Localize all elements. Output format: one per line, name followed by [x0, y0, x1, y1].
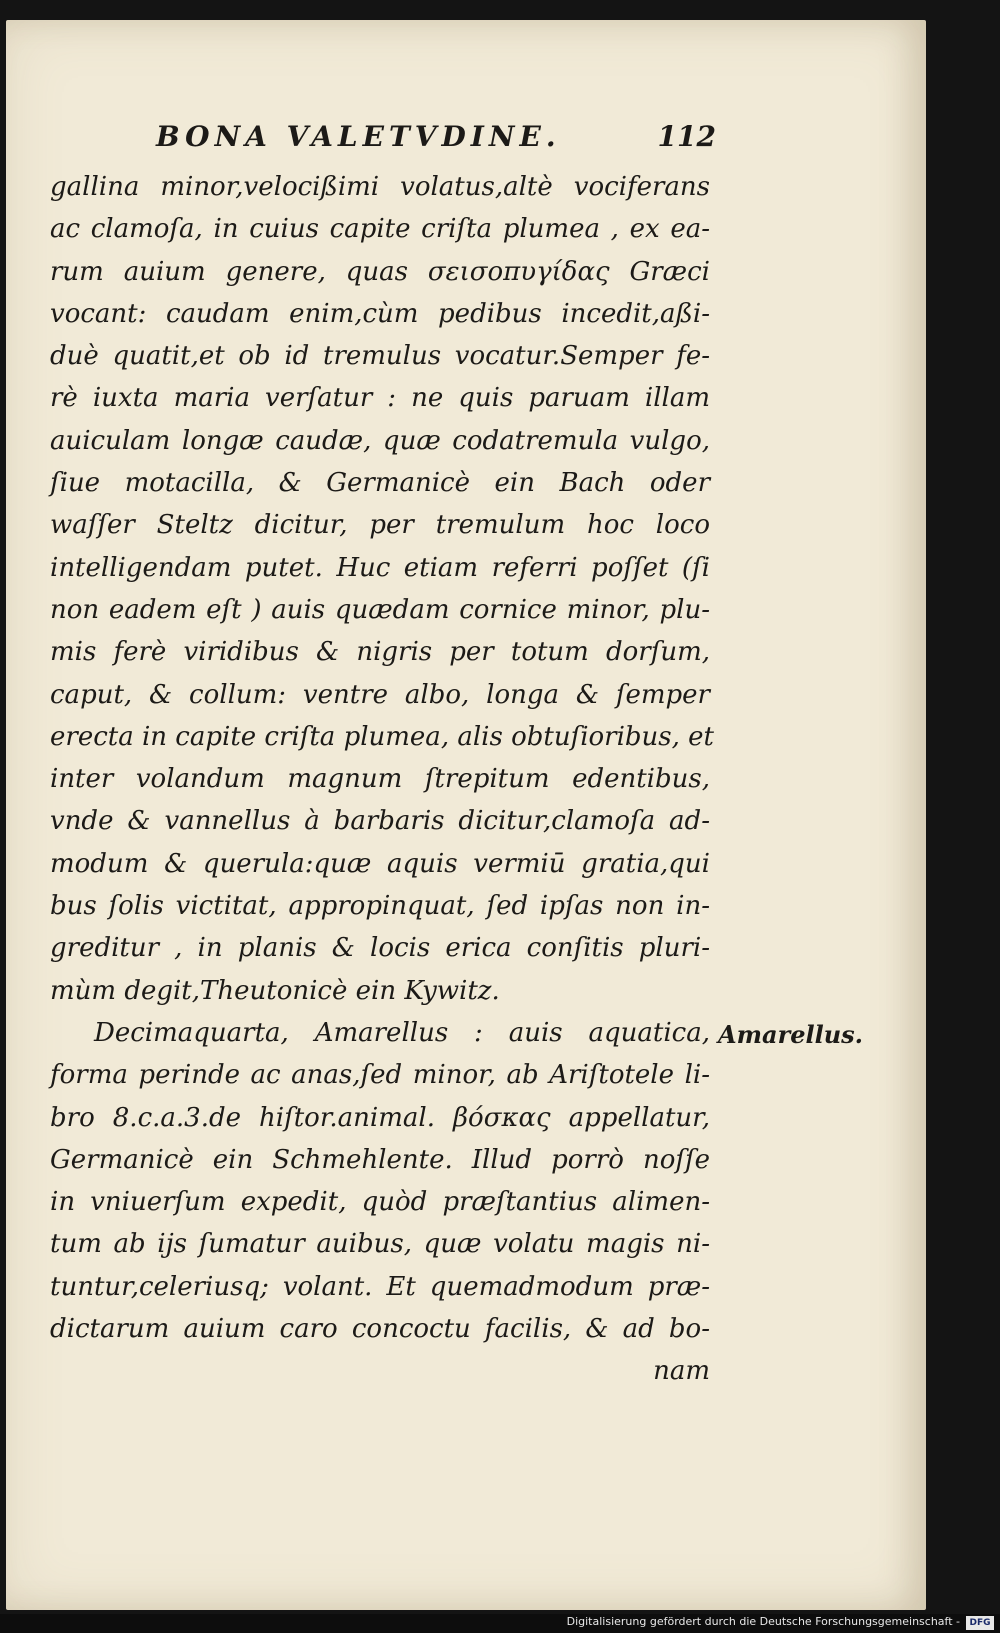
text-line: gallina minor,velocißimi volatus,altè vociferans	[50, 172, 710, 202]
text-line: caput, & collum: ventre albo, longa & ſemper	[50, 679, 710, 710]
text-line: ſiue motacilla, & Germanicè ein Bach oder	[50, 468, 710, 499]
text-line: duè quatit,et ob id tremulus vocatur.Semper fe-	[50, 341, 710, 372]
running-title: BONA VALETVDINE.	[156, 120, 561, 153]
catchword: nam	[653, 1356, 710, 1387]
text-line: mùm degit,Theutonicè ein Kywitz.	[50, 975, 500, 1006]
text-line: tum ab ijs ſumatur auibus, quæ volatu magis ni-	[50, 1229, 710, 1260]
text-line: rum auium genere, quas σεισοπυγίδας Græci	[50, 256, 710, 287]
text-line: rè iuxta maria verſatur : ne quis paruam illam	[50, 383, 710, 414]
margin-note: Amarellus.	[718, 1020, 864, 1049]
text-line: non eadem eſt ) auis quædam cornice minor, plu-	[50, 594, 710, 625]
funding-credit: Digitalisierung gefördert durch die Deutsche Forschungsgemeinschaft -	[566, 1615, 960, 1628]
footer-bar	[0, 1614, 1000, 1633]
text-line: bus ſolis victitat, appropinquat, ſed ipſas non in-	[50, 891, 710, 922]
text-line: bro 8.c.a.3.de hiſtor.animal. βόσκας appellatur,	[50, 1102, 710, 1133]
running-head	[156, 120, 716, 160]
text-line: forma perinde ac anas,ſed minor, ab Ariſtotele li-	[50, 1060, 710, 1091]
text-line: tuntur,celeriusq; volant. Et quemadmodum præ-	[50, 1271, 710, 1302]
text-line: Germanicè ein Schmehlente. Illud porrò noſſe	[50, 1144, 710, 1175]
text-line: vnde & vannellus à barbaris dicitur,clamoſa ad-	[50, 806, 710, 837]
text-line: modum & querula:quæ aquis vermiū gratia,qui	[50, 848, 710, 879]
text-line: greditur , in planis & locis erica conſitis pluri-	[50, 933, 710, 964]
text-line: intelligendam putet. Huc etiam referri poſſet (ſi	[50, 552, 710, 583]
text-line: erecta in capite criſta plumea, alis obtuſioribus, et	[50, 721, 715, 752]
dfg-logo-icon: DFG	[966, 1616, 994, 1630]
text-line: ac clamoſa, in cuius capite criſta plumea , ex ea-	[50, 214, 710, 245]
text-line: waſſer Steltz dicitur, per tremulum hoc loco	[50, 510, 710, 541]
page-number: 112	[657, 120, 716, 153]
text-line: inter volandum magnum ſtrepitum edentibus,	[50, 764, 710, 795]
text-block	[50, 166, 715, 1393]
text-line: Decimaquarta, Amarellus : auis aquatica,	[94, 1017, 710, 1048]
text-line: vocant: caudam enim,cùm pedibus incedit,aßi-	[50, 298, 710, 329]
book-page	[6, 20, 926, 1610]
text-line: mis ferè viridibus & nigris per totum dorſum,	[50, 637, 710, 668]
text-line: dictarum auium caro concoctu facilis, & ad bo-	[50, 1314, 710, 1345]
text-line: in vniuerſum expedit, quòd præſtantius alimen-	[50, 1187, 710, 1218]
text-line: auiculam longæ caudæ, quæ codatremula vulgo,	[50, 425, 710, 456]
